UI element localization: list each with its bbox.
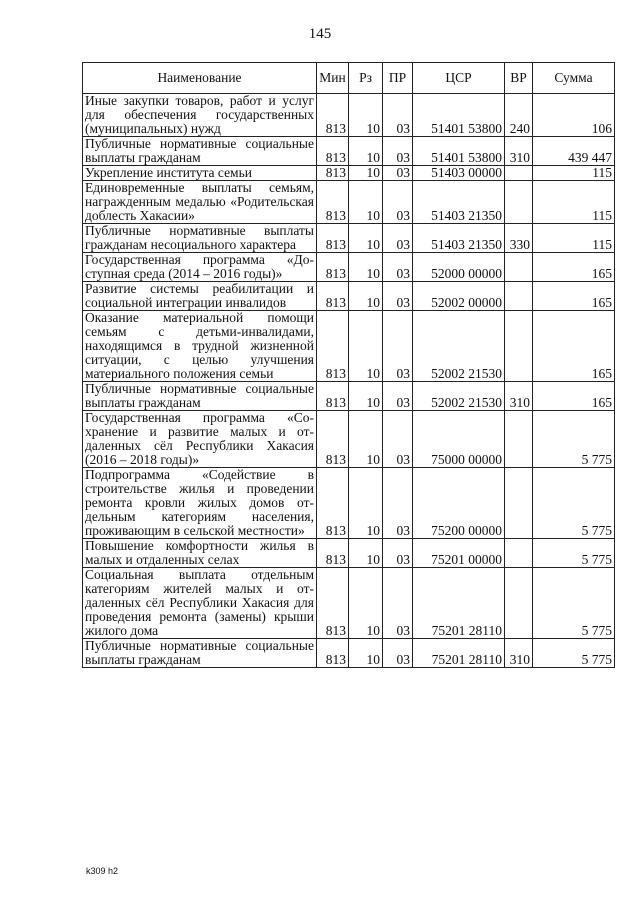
- cell-csr: 51403 00000: [413, 166, 505, 181]
- table-header-row: [83, 63, 615, 94]
- table-row: [83, 311, 615, 382]
- cell-sum: 165: [533, 282, 615, 311]
- cell-vr: [505, 311, 533, 382]
- cell-csr: 75000 00000: [413, 411, 505, 468]
- cell-csr: 52002 21530: [413, 382, 505, 411]
- cell-sum: 439 447: [533, 137, 615, 166]
- cell-pr: 03: [383, 181, 413, 224]
- cell-sum: 5 775: [533, 468, 615, 539]
- table-row: [83, 468, 615, 539]
- cell-name: Публичные нормативные социальные выплаты гражданам: [83, 639, 317, 668]
- cell-min: 813: [317, 468, 349, 539]
- cell-vr: 310: [505, 382, 533, 411]
- cell-rz: 10: [349, 137, 383, 166]
- cell-sum: 115: [533, 224, 615, 253]
- cell-csr: 51403 21350: [413, 181, 505, 224]
- cell-sum: 5 775: [533, 411, 615, 468]
- cell-name: Оказание материальной помощи семьям с детьми-инвалидами, находящимся в трудной жизненной ситуации, с целью улучшения материального положения семьи: [83, 311, 317, 382]
- cell-rz: 10: [349, 411, 383, 468]
- cell-rz: 10: [349, 181, 383, 224]
- cell-csr: 51401 53800: [413, 94, 505, 137]
- cell-rz: 10: [349, 539, 383, 568]
- cell-min: 813: [317, 94, 349, 137]
- cell-min: 813: [317, 568, 349, 639]
- cell-vr: [505, 568, 533, 639]
- cell-rz: 10: [349, 282, 383, 311]
- cell-pr: 03: [383, 639, 413, 668]
- cell-min: 813: [317, 181, 349, 224]
- cell-csr: 75201 28110: [413, 639, 505, 668]
- cell-name: Развитие системы реабилитации и социальной интеграции инвалидов: [83, 282, 317, 311]
- table-row: [83, 282, 615, 311]
- cell-sum: 115: [533, 181, 615, 224]
- cell-name: Публичные нормативные социальные выплаты гражданам: [83, 382, 317, 411]
- cell-pr: 03: [383, 166, 413, 181]
- cell-sum: 165: [533, 253, 615, 282]
- table-row: [83, 166, 615, 181]
- cell-sum: 5 775: [533, 539, 615, 568]
- cell-rz: 10: [349, 311, 383, 382]
- table-row: [83, 539, 615, 568]
- header-pr: ПР: [383, 63, 413, 94]
- cell-name: Публичные нормативные социальные выплаты гражданам: [83, 137, 317, 166]
- cell-name: Единовременные выплаты семьям, награжденным медалью «Родительская доблесть Хакасии»: [83, 181, 317, 224]
- cell-sum: 165: [533, 382, 615, 411]
- cell-rz: 10: [349, 94, 383, 137]
- header-csr: ЦСР: [413, 63, 505, 94]
- cell-csr: 51403 21350: [413, 224, 505, 253]
- cell-vr: [505, 253, 533, 282]
- cell-name: Публичные нормативные выплаты гражданам несоциального характера: [83, 224, 317, 253]
- cell-vr: [505, 468, 533, 539]
- header-sum: Сумма: [533, 63, 615, 94]
- cell-min: 813: [317, 253, 349, 282]
- table-row: [83, 253, 615, 282]
- cell-vr: [505, 539, 533, 568]
- header-name: Наименование: [83, 63, 317, 94]
- cell-pr: 03: [383, 94, 413, 137]
- table-row: [83, 411, 615, 468]
- cell-csr: 52002 00000: [413, 282, 505, 311]
- cell-min: 813: [317, 639, 349, 668]
- table-row: [83, 181, 615, 224]
- cell-vr: 310: [505, 639, 533, 668]
- cell-rz: 10: [349, 224, 383, 253]
- cell-sum: 165: [533, 311, 615, 382]
- table-row: [83, 137, 615, 166]
- header-rz: Рз: [349, 63, 383, 94]
- cell-pr: 03: [383, 411, 413, 468]
- table-row: [83, 382, 615, 411]
- cell-pr: 03: [383, 311, 413, 382]
- cell-rz: 10: [349, 568, 383, 639]
- footer-code: k309 h2: [86, 866, 119, 876]
- cell-vr: 240: [505, 94, 533, 137]
- cell-csr: 75201 28110: [413, 568, 505, 639]
- header-min: Мин: [317, 63, 349, 94]
- cell-min: 813: [317, 382, 349, 411]
- cell-pr: 03: [383, 539, 413, 568]
- cell-min: 813: [317, 137, 349, 166]
- header-vr: ВР: [505, 63, 533, 94]
- cell-rz: 10: [349, 382, 383, 411]
- cell-vr: [505, 282, 533, 311]
- cell-sum: 115: [533, 166, 615, 181]
- table-row: [83, 94, 615, 137]
- cell-min: 813: [317, 224, 349, 253]
- cell-rz: 10: [349, 639, 383, 668]
- table-row: [83, 568, 615, 639]
- cell-min: 813: [317, 282, 349, 311]
- cell-sum: 5 775: [533, 639, 615, 668]
- cell-name: Подпрограмма «Содействие в строительстве жилья и проведении ремонта кровли жилых домов отдельным категориям населения, проживающим в сельской местности»: [83, 468, 317, 539]
- cell-name: Иные закупки товаров, работ и услуг для обеспечения государственных (муниципальных) нужд: [83, 94, 317, 137]
- cell-min: 813: [317, 166, 349, 181]
- cell-rz: 10: [349, 166, 383, 181]
- cell-csr: 51401 53800: [413, 137, 505, 166]
- cell-sum: 106: [533, 94, 615, 137]
- cell-pr: 03: [383, 224, 413, 253]
- cell-name: Государственная программа «Сохранение и развитие малых и отдаленных сёл Республики Хакасия (2016 – 2018 годы)»: [83, 411, 317, 468]
- cell-vr: 330: [505, 224, 533, 253]
- cell-name: Государственная программа «Доступная среда (2014 – 2016 годы)»: [83, 253, 317, 282]
- budget-table: [82, 62, 615, 668]
- table-row: [83, 224, 615, 253]
- cell-pr: 03: [383, 468, 413, 539]
- cell-pr: 03: [383, 282, 413, 311]
- cell-sum: 5 775: [533, 568, 615, 639]
- cell-vr: 310: [505, 137, 533, 166]
- cell-vr: [505, 166, 533, 181]
- cell-pr: 03: [383, 382, 413, 411]
- cell-rz: 10: [349, 468, 383, 539]
- cell-rz: 10: [349, 253, 383, 282]
- cell-csr: 52002 21530: [413, 311, 505, 382]
- cell-csr: 75201 00000: [413, 539, 505, 568]
- table-row: [83, 639, 615, 668]
- page-number: 145: [308, 26, 332, 42]
- cell-name: Укрепление института семьи: [83, 166, 317, 181]
- cell-csr: 52000 00000: [413, 253, 505, 282]
- cell-pr: 03: [383, 137, 413, 166]
- cell-min: 813: [317, 411, 349, 468]
- cell-min: 813: [317, 539, 349, 568]
- cell-pr: 03: [383, 568, 413, 639]
- cell-pr: 03: [383, 253, 413, 282]
- cell-name: Повышение комфортности жилья в малых и отдаленных селах: [83, 539, 317, 568]
- cell-vr: [505, 411, 533, 468]
- cell-min: 813: [317, 311, 349, 382]
- cell-csr: 75200 00000: [413, 468, 505, 539]
- cell-name: Социальная выплата отдельным категориям жителей малых и отдаленных сёл Республики Хакасия для проведения ремонта (замены) крыши жилого дома: [83, 568, 317, 639]
- cell-vr: [505, 181, 533, 224]
